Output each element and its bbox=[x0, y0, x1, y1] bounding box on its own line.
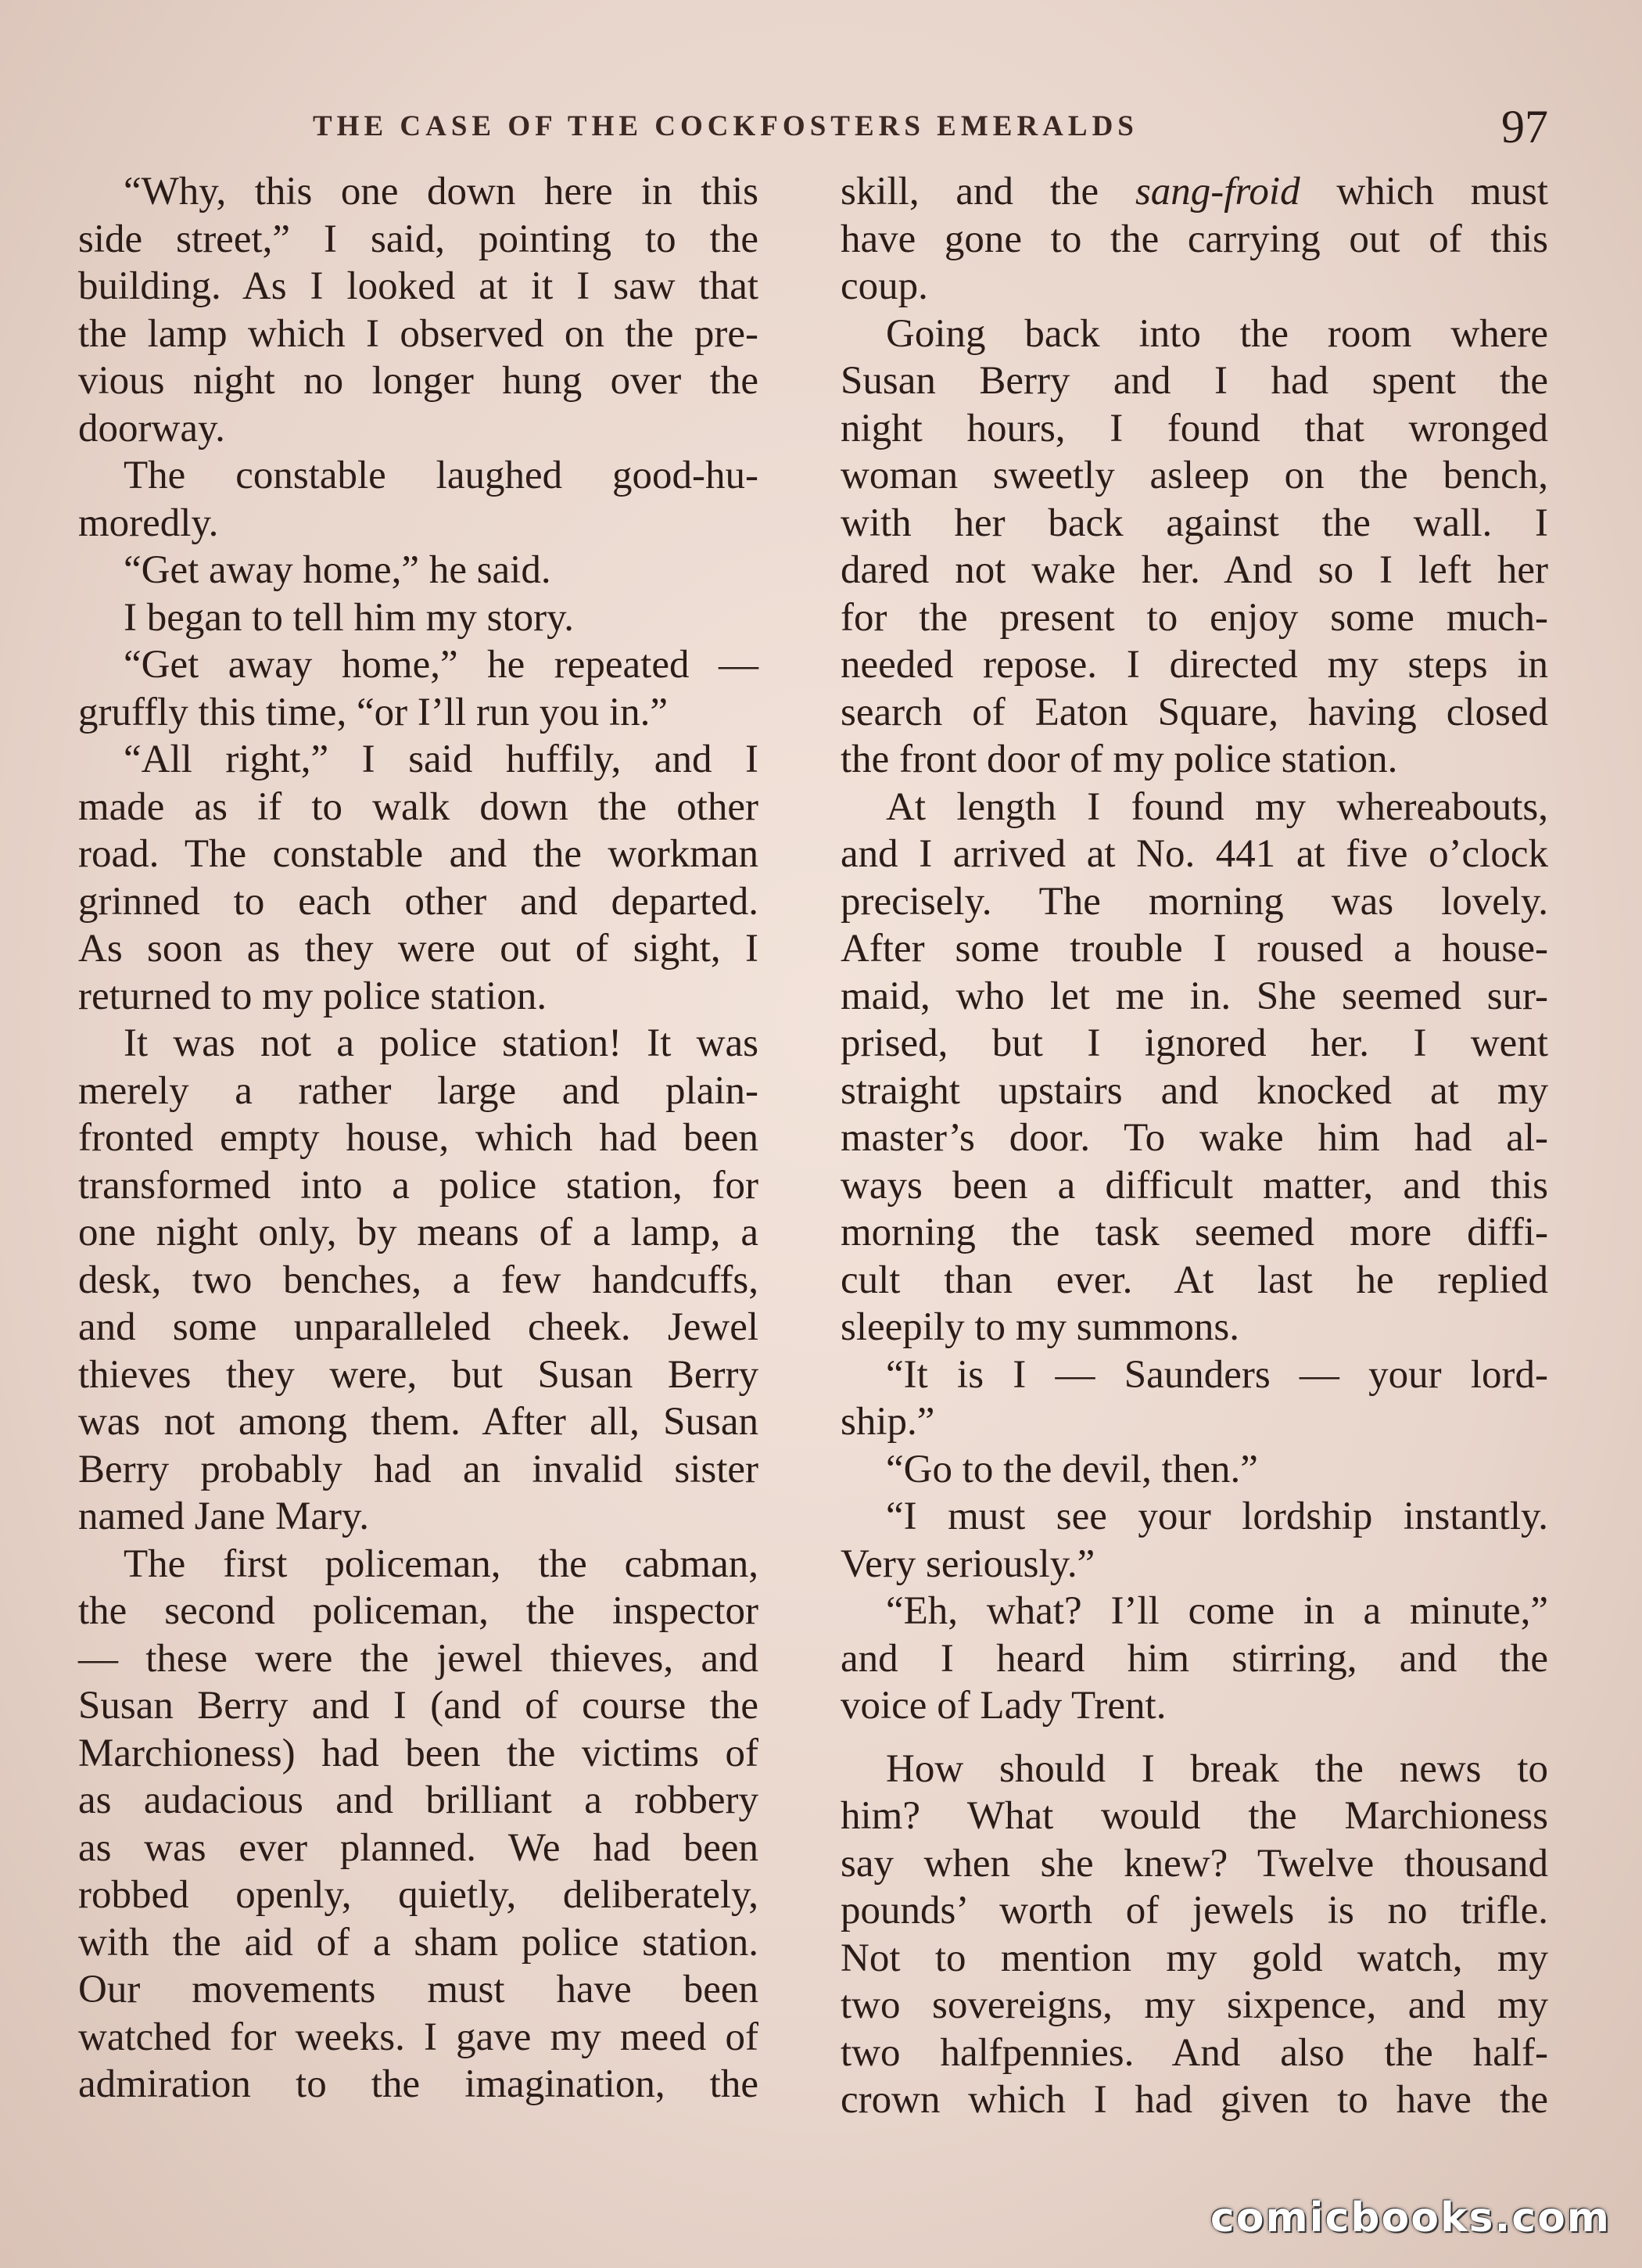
right-column bbox=[841, 168, 1548, 2124]
text-line: for the present to enjoy some much- bbox=[841, 595, 1548, 640]
text-line: moredly. bbox=[78, 501, 219, 545]
text-line: master’s door. To wake him had al- bbox=[841, 1116, 1548, 1160]
text-line: with her back against the wall. I bbox=[841, 501, 1548, 545]
page-number: 97 bbox=[1501, 101, 1548, 153]
text-line: admiration to the imagination, the bbox=[78, 2062, 758, 2106]
text-line: two sovereigns, my sixpence, and my bbox=[841, 1983, 1548, 2027]
text-line: the second policeman, the inspector bbox=[78, 1589, 758, 1633]
text-line: I began to tell him my story. bbox=[124, 595, 575, 640]
text-line: coup. bbox=[841, 264, 928, 308]
text-line: vious night no longer hung over the bbox=[78, 359, 758, 403]
text-line: one night only, by means of a lamp, a bbox=[78, 1211, 758, 1254]
paragraph bbox=[78, 547, 758, 594]
text-line: At length I found my whereabouts, bbox=[886, 784, 1548, 829]
text-line: road. The constable and the workman bbox=[78, 832, 758, 876]
text-line: “It is I — Saunders — your lord- bbox=[886, 1352, 1548, 1397]
text-line: “Eh, what? I’ll come in a minute,” bbox=[886, 1589, 1548, 1633]
text-line: “Get away home,” he repeated — bbox=[124, 643, 758, 687]
text-line: merely a rather large and plain- bbox=[78, 1068, 758, 1113]
text-line: and some unparalleled cheek. Jewel bbox=[78, 1305, 758, 1349]
text-line: Our movements must have been bbox=[78, 1968, 758, 2011]
text-line: gruffly this time, “or I’ll run you in.” bbox=[78, 690, 668, 734]
paragraph bbox=[841, 168, 1548, 310]
paragraph bbox=[78, 168, 758, 452]
paragraph bbox=[841, 310, 1548, 784]
text-line: voice of Lady Trent. bbox=[841, 1684, 1167, 1728]
text-fragment: skill, and the bbox=[841, 170, 1135, 214]
text-line: Berry probably had an invalid sister bbox=[78, 1447, 758, 1491]
text-line: dared not wake her. And so I left her bbox=[841, 548, 1548, 592]
text-line: grinned to each other and departed. bbox=[78, 879, 758, 924]
paragraph bbox=[841, 1351, 1548, 1446]
page-header bbox=[0, 100, 1642, 163]
text-line: “All right,” I said huffily, and I bbox=[124, 737, 758, 781]
text-line: with the aid of a sham police station. bbox=[78, 1920, 758, 1965]
paragraph bbox=[841, 1493, 1548, 1588]
text-line: After some trouble I roused a house- bbox=[841, 927, 1548, 971]
text-line: ship.” bbox=[841, 1400, 935, 1444]
text-fragment: which must bbox=[1300, 170, 1548, 214]
text-line: robbed openly, quietly, deliberately, bbox=[78, 1873, 758, 1917]
text-line: The first policeman, the cabman, bbox=[124, 1541, 758, 1586]
text-line: crown which I had given to have the bbox=[841, 2078, 1548, 2122]
text-line: side street,” I said, pointing to the bbox=[78, 217, 758, 261]
text-line: Very seriously.” bbox=[841, 1541, 1095, 1586]
italic-phrase: sang-froid bbox=[1135, 170, 1300, 214]
text-line: The constable laughed good-hu- bbox=[124, 454, 758, 497]
text-line: — these were the jewel thieves, and bbox=[78, 1636, 758, 1681]
text-line: “Go to the devil, then.” bbox=[886, 1447, 1258, 1491]
text-line: search of Eaton Square, having closed bbox=[841, 690, 1548, 734]
paragraph bbox=[841, 1588, 1548, 1730]
paragraph bbox=[841, 1746, 1548, 2124]
text-line bbox=[841, 168, 1548, 216]
text-line: As soon as they were out of sight, I bbox=[78, 927, 758, 971]
text-line: two halfpennies. And also the half- bbox=[841, 2030, 1548, 2075]
paragraph bbox=[78, 452, 758, 547]
text-line: cult than ever. At last he replied bbox=[841, 1258, 1548, 1302]
text-line: “Get away home,” he said. bbox=[124, 548, 551, 592]
text-line: was not among them. After all, Susan bbox=[78, 1400, 758, 1444]
text-line: desk, two benches, a few handcuffs, bbox=[78, 1258, 758, 1302]
text-line: It was not a police station! It was bbox=[124, 1021, 758, 1065]
text-line: pounds’ worth of jewels is no trifle. bbox=[841, 1889, 1548, 1932]
text-line: woman sweetly asleep on the bench, bbox=[841, 454, 1548, 497]
text-line: the front door of my police station. bbox=[841, 737, 1398, 781]
watermark-logo: comicbooks.com bbox=[1210, 2194, 1611, 2241]
text-line: say when she knew? Twelve thousand bbox=[841, 1841, 1548, 1886]
text-line: thieves they were, but Susan Berry bbox=[78, 1352, 758, 1397]
text-line: watched for weeks. I gave my meed of bbox=[78, 2015, 758, 2059]
text-line: as audacious and brilliant a robbery bbox=[78, 1778, 758, 1822]
text-line: prised, but I ignored her. I went bbox=[841, 1021, 1548, 1065]
running-head: THE CASE OF THE COCKFOSTERS EMERALDS bbox=[313, 110, 1138, 142]
text-line: and I heard him stirring, and the bbox=[841, 1636, 1548, 1681]
text-line: and I arrived at No. 441 at five o’clock bbox=[841, 832, 1548, 876]
text-line: Marchioness) had been the victims of bbox=[78, 1731, 758, 1775]
paragraph bbox=[78, 594, 758, 642]
text-line: precisely. The morning was lovely. bbox=[841, 879, 1548, 924]
text-line: building. As I looked at it I saw that bbox=[78, 264, 758, 308]
paragraph bbox=[78, 641, 758, 736]
left-column bbox=[78, 168, 758, 2108]
paragraph bbox=[841, 784, 1548, 1351]
text-line: night hours, I found that wronged bbox=[841, 406, 1548, 450]
text-line: Not to mention my gold watch, my bbox=[841, 1936, 1548, 1980]
text-line: named Jane Mary. bbox=[78, 1495, 369, 1538]
text-line: doorway. bbox=[78, 406, 225, 450]
text-line: ways been a difficult matter, and this bbox=[841, 1163, 1548, 1208]
text-line: How should I break the news to bbox=[886, 1746, 1548, 1791]
text-line: have gone to the carrying out of this bbox=[841, 217, 1548, 261]
text-line: as was ever planned. We had been bbox=[78, 1825, 758, 1870]
text-line: him? What would the Marchioness bbox=[841, 1794, 1548, 1838]
text-line: Going back into the room where bbox=[886, 311, 1548, 356]
text-line: made as if to walk down the other bbox=[78, 784, 758, 829]
text-line: sleepily to my summons. bbox=[841, 1305, 1239, 1349]
paragraph bbox=[78, 736, 758, 1020]
text-line: transformed into a police station, for bbox=[78, 1163, 758, 1208]
text-line: straight upstairs and knocked at my bbox=[841, 1068, 1548, 1113]
text-line: “I must see your lordship instantly. bbox=[886, 1495, 1548, 1538]
text-line: morning the task seemed more diffi- bbox=[841, 1211, 1548, 1254]
paragraph bbox=[841, 1446, 1548, 1494]
paragraph bbox=[78, 1541, 758, 2108]
text-line: fronted empty house, which had been bbox=[78, 1116, 758, 1160]
text-line: returned to my police station. bbox=[78, 974, 547, 1018]
text-line: needed repose. I directed my steps in bbox=[841, 643, 1548, 687]
text-line: the lamp which I observed on the pre- bbox=[78, 311, 758, 356]
text-line: maid, who let me in. She seemed sur- bbox=[841, 974, 1548, 1018]
text-line: Susan Berry and I (and of course the bbox=[78, 1684, 758, 1728]
text-line: Susan Berry and I had spent the bbox=[841, 359, 1548, 403]
paragraph bbox=[78, 1020, 758, 1541]
text-line: “Why, this one down here in this bbox=[124, 170, 758, 214]
